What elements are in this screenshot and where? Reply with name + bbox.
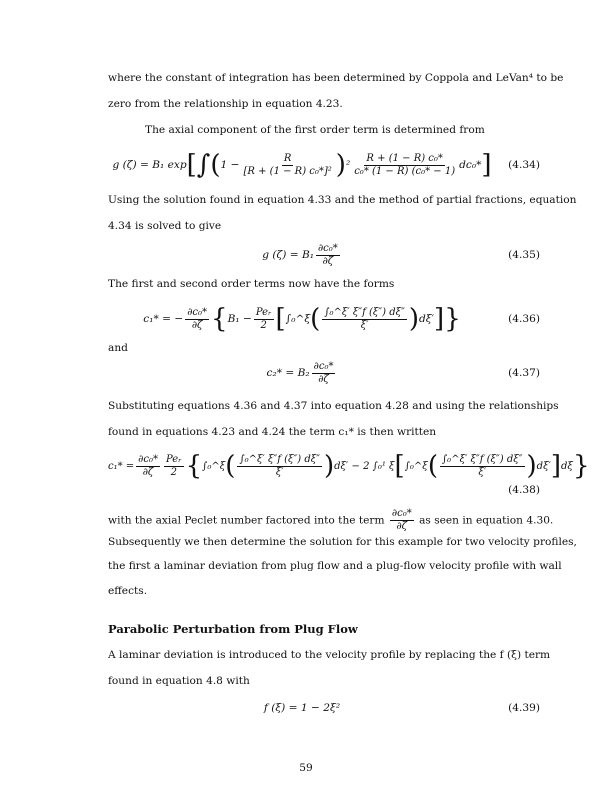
fraction [322,307,407,332]
numerator: ∫₀^ξ′ ξ″f (ξ″) dξ″ [239,453,320,465]
text-line: where the constant of integration has been determined by Coppola and LeVan⁴ to be [108,72,564,84]
denominator: c₀* (1 − R) (c₀* − 1) [354,165,456,177]
eq-lhs: g (ζ) = B₁ exp [112,159,187,171]
equation-number: (4.38) [508,484,540,496]
denominator: ∂ζ [191,319,203,331]
eq-lhs: f (ξ) = 1 − 2ξ² [263,702,341,714]
fraction [390,508,414,533]
denominator: ∂ζ [318,373,329,385]
numerator: ∫₀^ξ′ ξ″f (ξ″) dξ″ [324,306,405,318]
denominator: ∂ζ [322,255,334,267]
denominator: ξ′ [275,466,284,478]
equation-number: (4.39) [508,702,540,714]
equation-number: (4.34) [508,159,540,171]
numerator: ∂c₀* [313,360,334,372]
text-line: and [108,342,128,354]
text-line: the first a laminar deviation from plug flow and a plug-flow velocity profile with wall [108,560,562,572]
text-line: zero from the relationship in equation 4.23. [108,98,343,110]
numerator: ∂c₀* [318,242,338,254]
text-line: Using the solution found in equation 4.33 and the method of partial fractions, equation [108,194,577,206]
fraction [254,307,274,332]
eq-lhs: c₁* = [108,460,135,472]
integral: ∫₀¹ ξ [372,460,395,472]
integral: ∫₀^ξ [202,460,226,472]
text-line: found in equation 4.8 with [108,675,250,687]
fraction [440,454,525,479]
text-line: The axial component of the first order term is determined from [145,124,485,136]
numerator: ∫₀^ξ′ ξ″f (ξ″) dξ″ [441,453,523,465]
text-line: Substituting equations 4.36 and 4.37 into equation 4.28 and using the relationships [108,400,559,412]
equation-number: (4.37) [508,367,540,379]
fraction [352,153,457,178]
numerator: ∂c₀* [138,453,158,465]
fraction [312,361,336,386]
text-line: effects. [108,585,148,597]
text-line: Subsequently we then determine the solution for this example for two velocity profiles, [108,536,577,548]
differential: dc₀* [459,159,482,171]
denominator: 2 [260,319,267,331]
denominator: ξ′ [360,319,369,331]
equation-4-38: c₁* = $\frac{\text{∂c₀*}}{\partial\zeta}$ $\frac{\text{Peᵣ}}{2}$ { ∫₀^ξ ( $\frac{\text{∫₀\textasciicircum{}ξ′ ξ″f (ξ″) dξ″}}{\xi'}$ ) dξ′ − 2 ∫₀¹ ξ [ ∫₀^ξ ( $\frac{\text{∫₀\textasciicircum{}ξ′ ξ″f (ξ″) dξ″}}{\xi'}$ ) dξ′ ] dξ } [108,451,590,481]
text: as seen in equation 4.30. [419,514,554,527]
fraction [237,454,322,479]
numerator: R + (1 − R) c₀* [366,152,443,164]
denominator: ∂ζ [396,521,408,532]
eq-lhs: c₁* = − [143,313,184,325]
text-line: found in equations 4.23 and 4.24 the term c₁* is then written [108,426,437,438]
denominator: ξ′ [478,466,487,478]
equation-4-37 [108,358,540,388]
equation-4-34: g (ζ) = B₁ exp [∫ ( 1 − $\frac{R}{\text{[R + (1 − R) c₀*]²}}$ ) ² $\frac{\text{R + (1 − R) c₀*}}{\text{c₀* (1 − R) (c₀* − 1)}}$ dc₀* ] (4.34) [112,150,540,180]
eq-lhs: g (ζ) = B₁ [262,249,315,261]
equation-4-39 [108,693,540,723]
differential: dξ [561,460,573,472]
fraction [185,307,209,332]
fraction [242,153,334,178]
fraction [316,243,340,268]
numerator: ∂c₀* [391,508,412,519]
integral: ∫₀^ξ [404,460,428,472]
integral: ∫₀^ξ [285,313,311,325]
equation-number: (4.35) [508,249,540,261]
differential: dξ′ [419,313,435,325]
fraction [136,454,160,479]
numerator: ∂c₀* [187,306,208,318]
differential: dξ′ [536,460,551,472]
denominator: 2 [170,466,177,478]
fraction [164,454,184,479]
page-number: 59 [299,762,313,774]
differential: dξ′ [334,460,349,472]
text-line [108,508,554,533]
equation-number: (4.36) [508,313,540,325]
eq-lhs: c₂* = B₂ [266,367,310,379]
numerator: R [283,152,292,164]
term: B₁ − [227,313,252,325]
equation-4-35 [108,240,540,270]
text: with the axial Peclet number factored into the term [108,514,385,527]
equation-4-36: c₁* = − $\frac{\text{∂c₀*}}{\partial\zeta}$ { B₁ − $\frac{\text{Peᵣ}}{2}$ [ ∫₀^ξ ( $\frac{\text{∫₀\textasciicircum{}ξ′ ξ″f (ξ″) dξ″}}{\xi'}$ ) dξ′ ]} (4.36) [143,304,540,334]
numerator: Peᵣ [255,306,272,318]
section-heading: Parabolic Perturbation from Plug Flow [108,622,358,636]
text-line: 4.34 is solved to give [108,220,222,232]
text-line: A laminar deviation is introduced to the velocity profile by replacing the f (ξ) term [108,649,551,661]
numerator: Peᵣ [165,453,182,465]
text-line: The first and second order terms now have the forms [108,278,395,290]
denominator: [R + (1 − R) c₀*]² [243,165,332,177]
denominator: ∂ζ [142,466,154,478]
term: − 2 [351,460,370,472]
